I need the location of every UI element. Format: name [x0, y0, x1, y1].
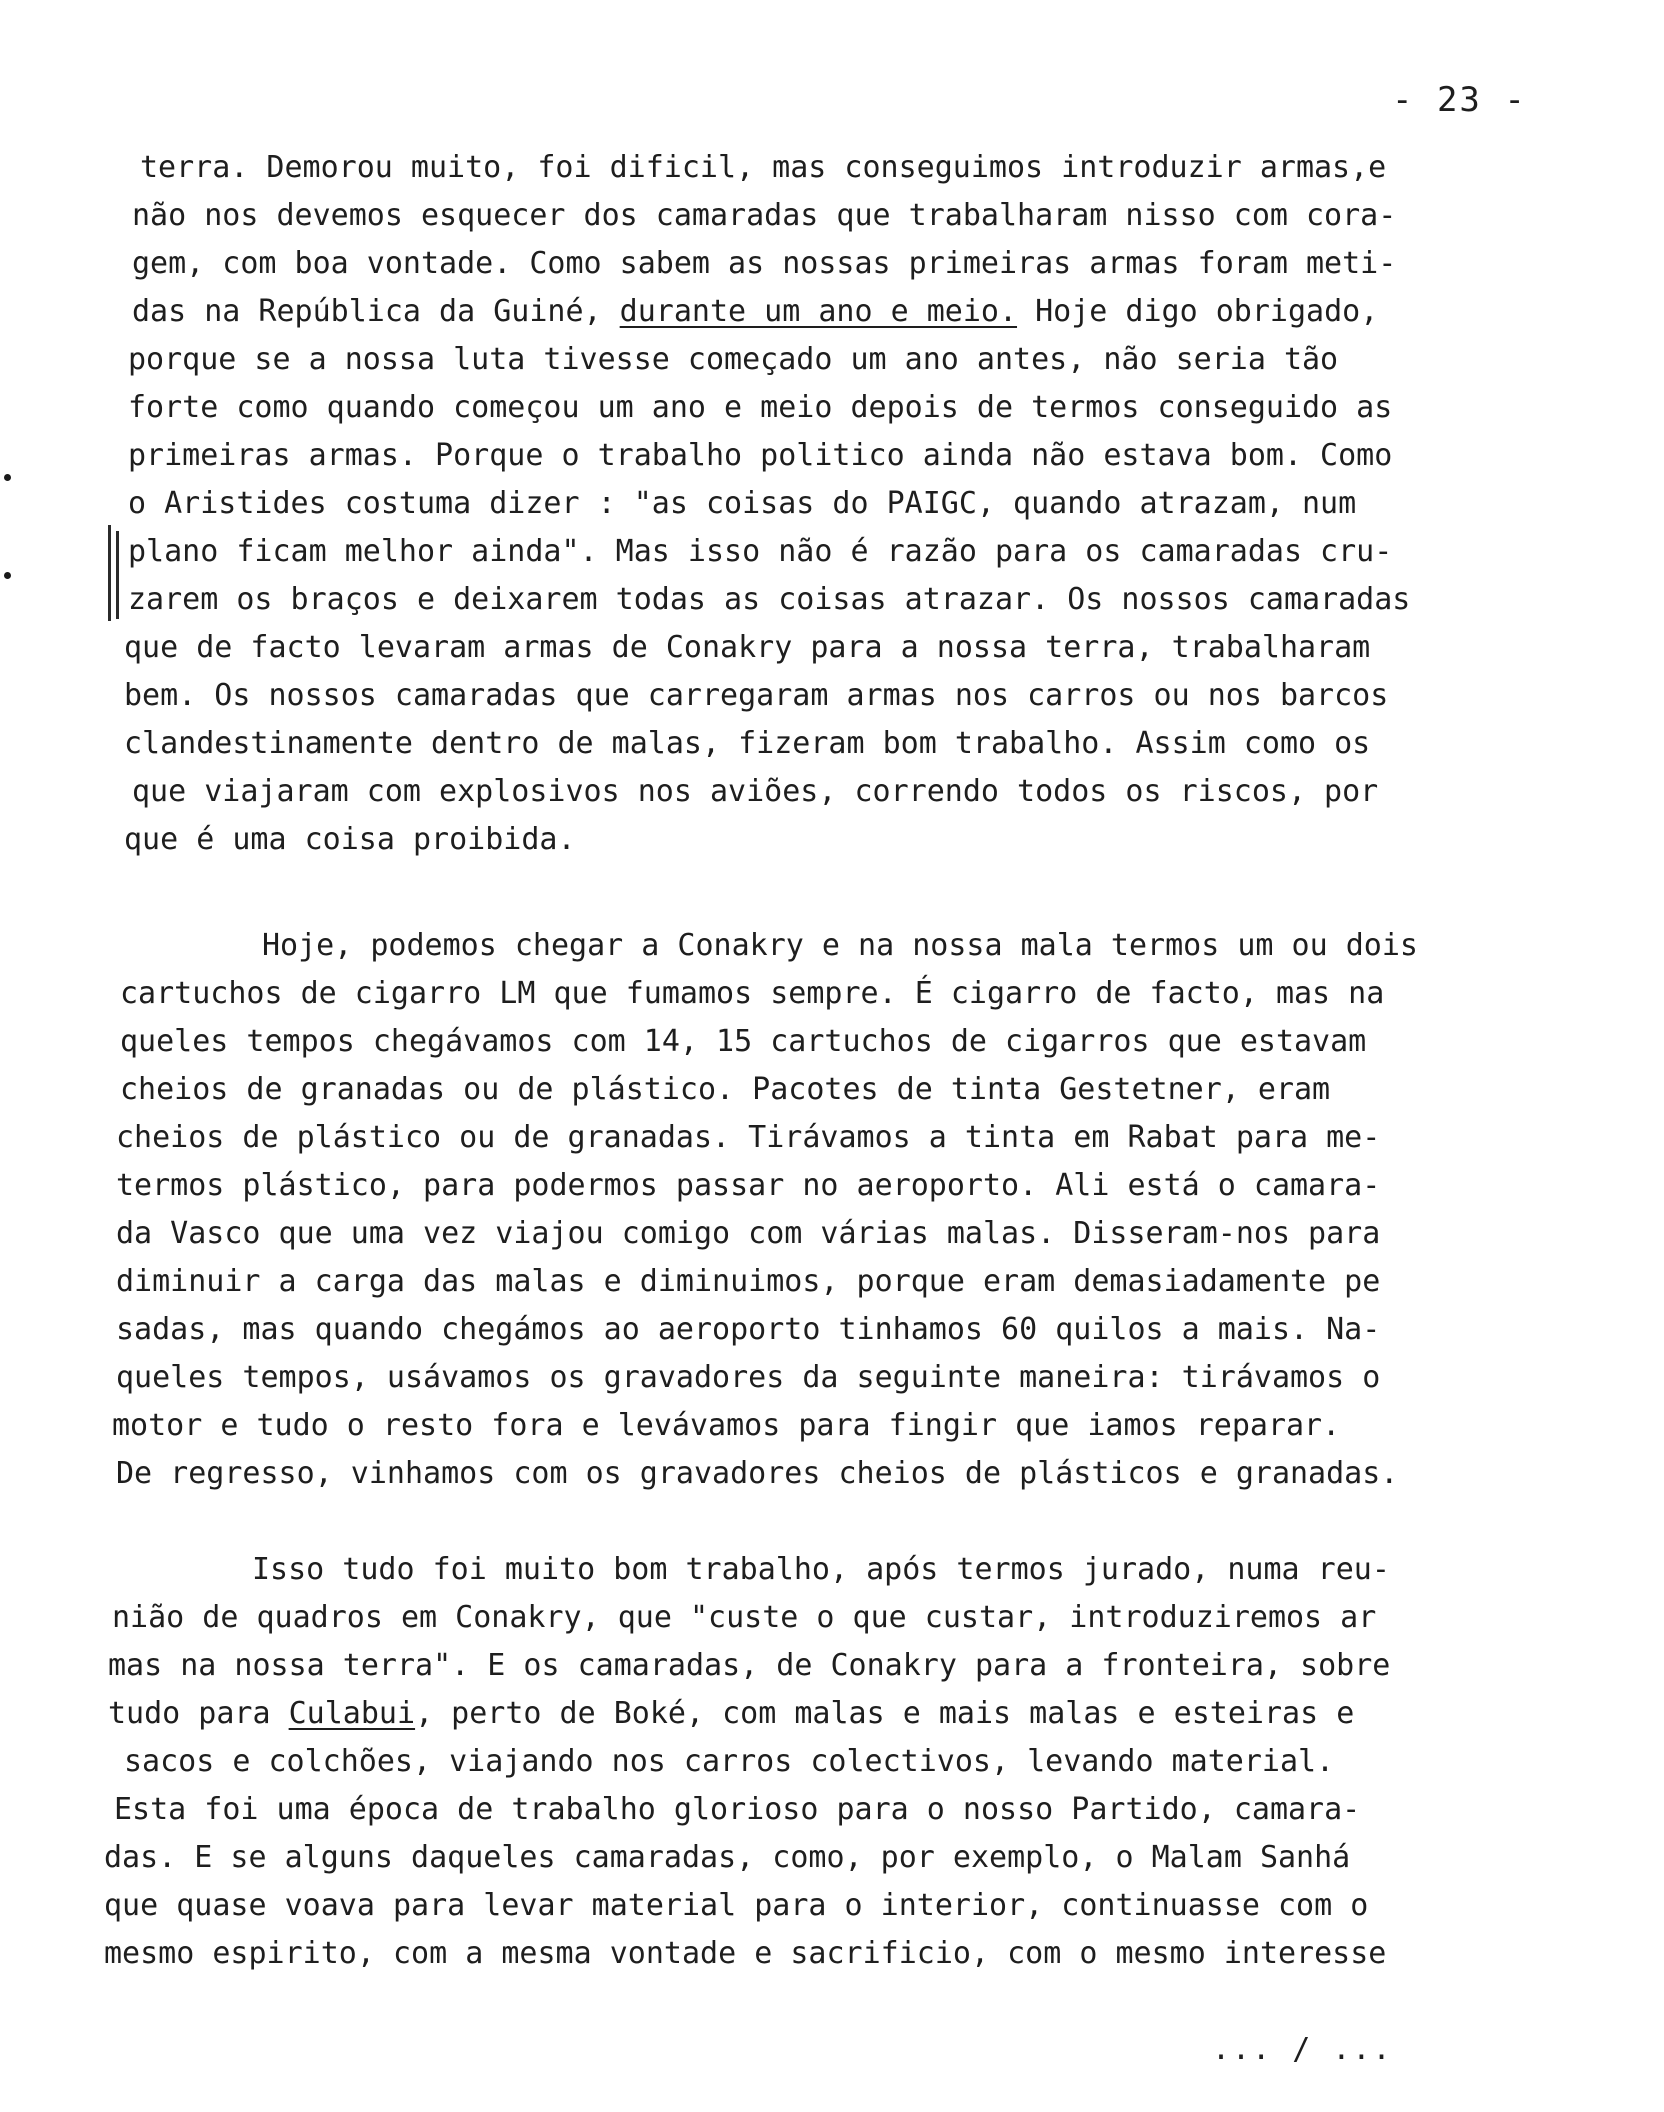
text-segment: , perto de Boké, com malas e mais malas e esteiras e [415, 1696, 1355, 1731]
paragraph-3 [104, 1546, 1584, 1978]
text-line: mesmo espirito, com a mesma vontade e sacrificio, com o mesmo interesse [104, 1936, 1387, 1971]
text-line: porque se a nossa luta tivesse começado um ano antes, não seria tão [128, 342, 1339, 377]
text-line: Hoje, podemos chegar a Conakry e na nossa mala termos um ou dois [262, 928, 1418, 963]
text-line: termos plástico, para podermos passar no aeroporto. Ali está o camara- [116, 1168, 1381, 1203]
text-line: gem, com boa vontade. Como sabem as nossas primeiras armas foram meti- [132, 246, 1397, 281]
text-line: plano ficam melhor ainda". Mas isso não é razão para os camaradas cru- [128, 534, 1393, 569]
text-line: que viajaram com explosivos nos aviões, correndo todos os riscos, por [132, 774, 1379, 809]
text-line: diminuir a carga das malas e diminuimos, porque eram demasiadamente pe [116, 1264, 1381, 1299]
text-line: clandestinamente dentro de malas, fizeram bom trabalho. Assim como os [124, 726, 1371, 761]
continuation-mark: ... / ... [1212, 2032, 1393, 2067]
text-segment: tudo para [108, 1696, 289, 1731]
text-line: Esta foi uma época de trabalho glorioso para o nosso Partido, camara- [114, 1792, 1361, 1827]
text-line: Isso tudo foi muito bom trabalho, após termos jurado, numa reu- [252, 1552, 1390, 1587]
text-line: forte como quando começou um ano e meio depois de termos conseguido as [128, 390, 1393, 425]
text-line: que de facto levaram armas de Conakry para a nossa terra, trabalharam [124, 630, 1371, 665]
text-line: De regresso, vinhamos com os gravadores cheios de plásticos e granadas. [116, 1456, 1399, 1491]
text-line: cheios de granadas ou de plástico. Pacotes de tinta Gestetner, eram [120, 1072, 1331, 1107]
text-line: bem. Os nossos camaradas que carregaram armas nos carros ou nos barcos [124, 678, 1389, 713]
underlined-place: Culabui [288, 1696, 416, 1731]
text-line: que quase voava para levar material para o interior, continuasse com o [104, 1888, 1369, 1923]
text-line: sadas, mas quando chegámos ao aeroporto tinhamos 60 quilos a mais. Na- [116, 1312, 1381, 1347]
text-line: mas na nossa terra". E os camaradas, de Conakry para a fronteira, sobre [108, 1648, 1391, 1683]
text-line: primeiras armas. Porque o trabalho politico ainda não estava bom. Como [128, 438, 1393, 473]
text-line: que é uma coisa proibida. [124, 822, 576, 857]
underlined-phrase: durante um ano e meio. [619, 294, 1018, 329]
text-line: queles tempos, usávamos os gravadores da seguinte maneira: tirávamos o [116, 1360, 1381, 1395]
text-line: não nos devemos esquecer dos camaradas que trabalharam nisso com cora- [132, 198, 1397, 233]
text-segment: das na República da Guiné, [132, 294, 620, 329]
text-line: zarem os braços e deixarem todas as coisas atrazar. Os nossos camaradas [128, 582, 1411, 617]
paragraph-1 [104, 144, 1584, 864]
page-number: - 23 - [1392, 80, 1527, 120]
text-line: nião de quadros em Conakry, que "custe o que custar, introduziremos ar [112, 1600, 1377, 1635]
edge-dot [4, 572, 11, 579]
edge-dot [4, 474, 11, 481]
text-line: cheios de plástico ou de granadas. Tirávamos a tinta em Rabat para me- [116, 1120, 1381, 1155]
text-line: terra. Demorou muito, foi dificil, mas conseguimos introduzir armas,e [140, 150, 1387, 185]
text-segment: Hoje digo obrigado, [1017, 294, 1379, 329]
text-line [104, 288, 1584, 336]
text-line: da Vasco que uma vez viajou comigo com várias malas. Disseram-nos para [116, 1216, 1381, 1251]
paragraph-2 [104, 922, 1584, 1498]
text-line: queles tempos chegávamos com 14, 15 cartuchos de cigarros que estavam [120, 1024, 1367, 1059]
text-line: o Aristides costuma dizer : "as coisas do PAIGC, quando atrazam, num [128, 486, 1357, 521]
text-line: motor e tudo o resto fora e levávamos para fingir que iamos reparar. [112, 1408, 1341, 1443]
text-line: das. E se alguns daqueles camaradas, como, por exemplo, o Malam Sanhá [104, 1840, 1351, 1875]
text-line: sacos e colchões, viajando nos carros colectivos, levando material. [124, 1744, 1335, 1779]
text-line [104, 1690, 1584, 1738]
text-line: cartuchos de cigarro LM que fumamos sempre. É cigarro de facto, mas na [120, 976, 1385, 1011]
